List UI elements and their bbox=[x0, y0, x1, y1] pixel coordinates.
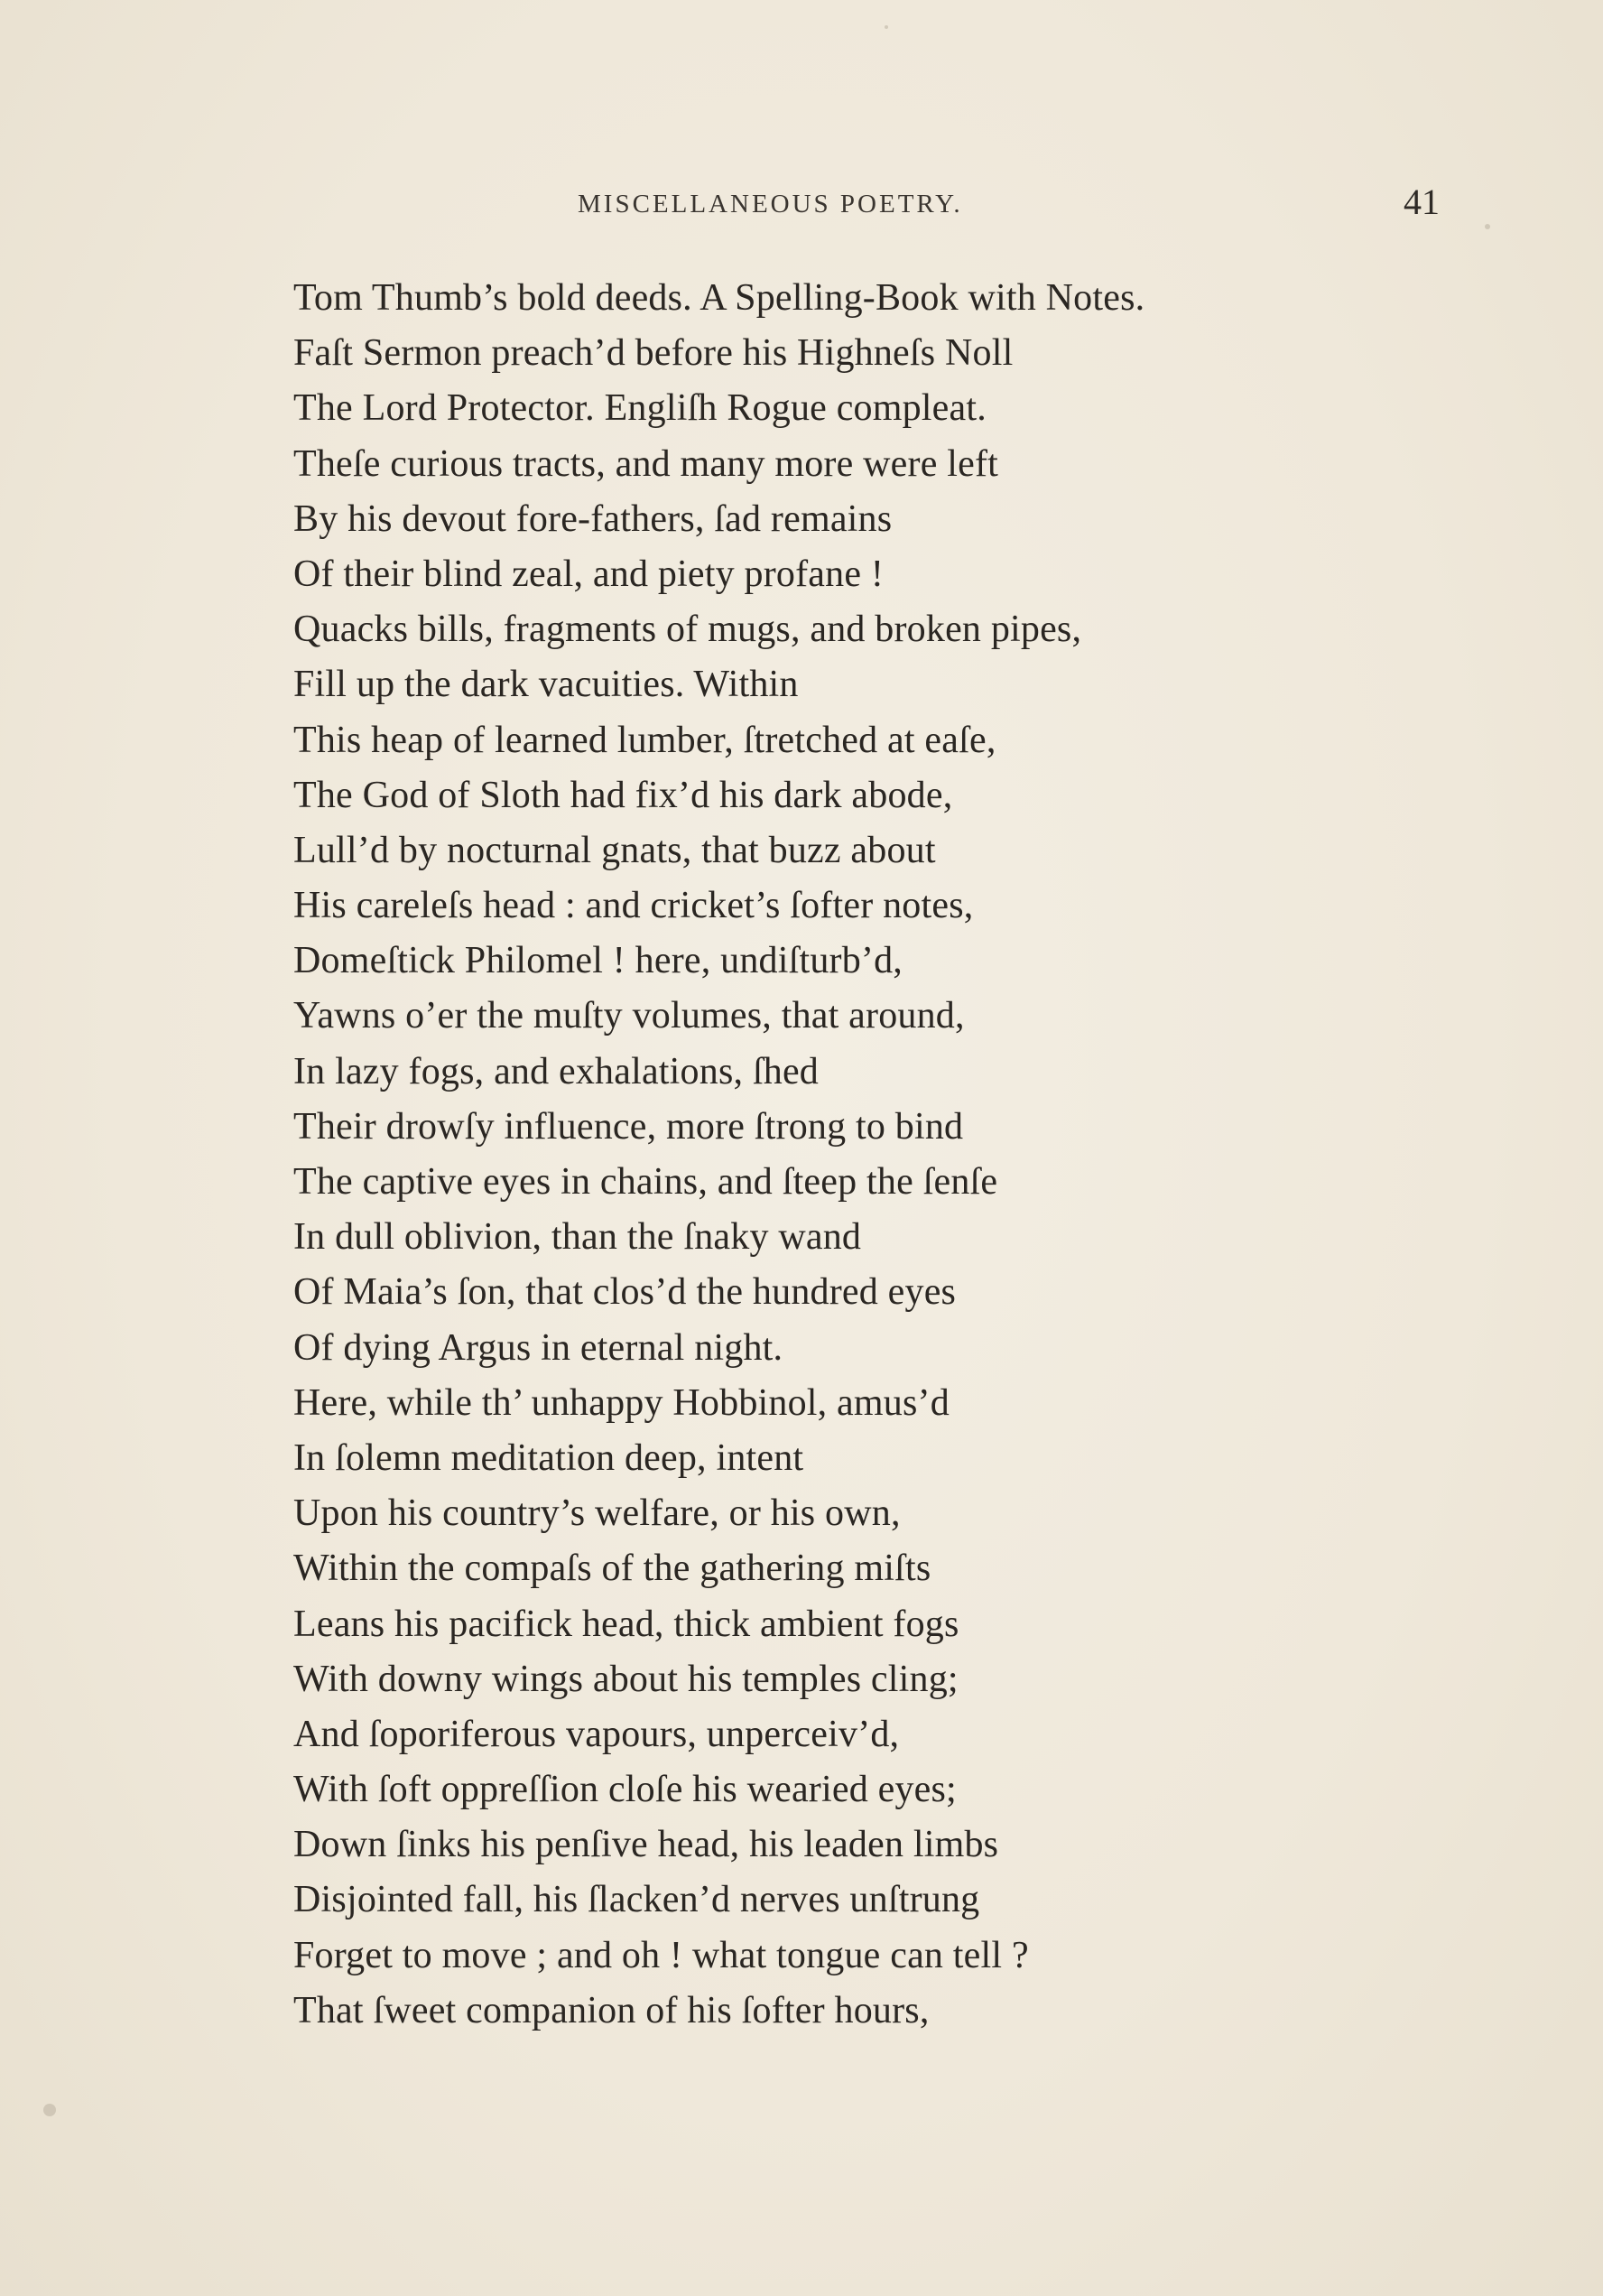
poem-body bbox=[293, 271, 1467, 2039]
paper-speck bbox=[1485, 224, 1490, 229]
poem-line: The captive eyes in chains, and ſteep the ſenſe bbox=[293, 1161, 998, 1203]
poem-line: In lazy fogs, and exhalations, ſhed bbox=[293, 1050, 819, 1092]
poem-line: With ſoft oppreſſion cloſe his wearied eyes; bbox=[293, 1769, 957, 1811]
poem-line: That ſweet companion of his ſofter hours, bbox=[293, 1989, 930, 2031]
poem-line: Fill up the dark vacuities. Within bbox=[293, 664, 799, 706]
poem-line: Faſt Sermon preach’d before his Highneſs Noll bbox=[293, 332, 1014, 375]
poem-line: Domeſtick Philomel ! here, undiſturb’d, bbox=[293, 940, 903, 982]
poem-line: Of dying Argus in eternal night. bbox=[293, 1326, 783, 1369]
poem-line: Lull’d by nocturnal gnats, that buzz about bbox=[293, 829, 936, 871]
poem-line: Disjointed fall, his ſlacken’d nerves unſtrung bbox=[293, 1879, 980, 1921]
poem-line: This heap of learned lumber, ſtretched at eaſe, bbox=[293, 719, 996, 761]
poem-line: By his devout fore-fathers, ſad remains bbox=[293, 497, 893, 540]
poem-line: Quacks bills, fragments of mugs, and broken pipes, bbox=[293, 609, 1082, 651]
poem-line: Down ſinks his penſive head, his leaden limbs bbox=[293, 1824, 999, 1866]
poem-line: The Lord Protector. Engliſh Rogue compleat. bbox=[293, 387, 987, 430]
paper-speck bbox=[43, 2104, 56, 2116]
page-number: 41 bbox=[1404, 181, 1440, 222]
poem-line: Within the compaſs of the gathering miſts bbox=[293, 1548, 931, 1590]
poem-line: Of Maia’s ſon, that clos’d the hundred eyes bbox=[293, 1271, 957, 1314]
poem-line: Forget to move ; and oh ! what tongue can tell ? bbox=[293, 1934, 1029, 1976]
poem-line: The God of Sloth had fix’d his dark abode, bbox=[293, 774, 953, 816]
paper-speck bbox=[885, 25, 888, 29]
poem-line: Theſe curious tracts, and many more were left bbox=[293, 442, 999, 485]
running-title: MISCELLANEOUS POETRY. bbox=[578, 190, 963, 218]
poem-line: Yawns o’er the muſty volumes, that around, bbox=[293, 995, 965, 1037]
poem-line: His careleſs head : and cricket’s ſofter notes, bbox=[293, 885, 974, 927]
poem-line: In dull oblivion, than the ſnaky wand bbox=[293, 1216, 862, 1259]
poem-line: Their drowſy influence, more ſtrong to bind bbox=[293, 1105, 964, 1148]
poem-line: Of their blind zeal, and piety profane ! bbox=[293, 553, 885, 595]
poem-line: In ſolemn meditation deep, intent bbox=[293, 1436, 804, 1479]
poem-line: Tom Thumb’s bold deeds. A Spelling-Book with Notes. bbox=[293, 277, 1145, 319]
poem-line: With downy wings about his temples cling; bbox=[293, 1658, 959, 1700]
poem-line: Here, while th’ unhappy Hobbinol, amus’d bbox=[293, 1381, 950, 1424]
poem-line: Upon his country’s welfare, or his own, bbox=[293, 1492, 901, 1535]
poem-line: And ſoporiferous vapours, unperceiv’d, bbox=[293, 1713, 900, 1755]
poem-line: Leans his pacifick head, thick ambient fogs bbox=[293, 1603, 959, 1645]
